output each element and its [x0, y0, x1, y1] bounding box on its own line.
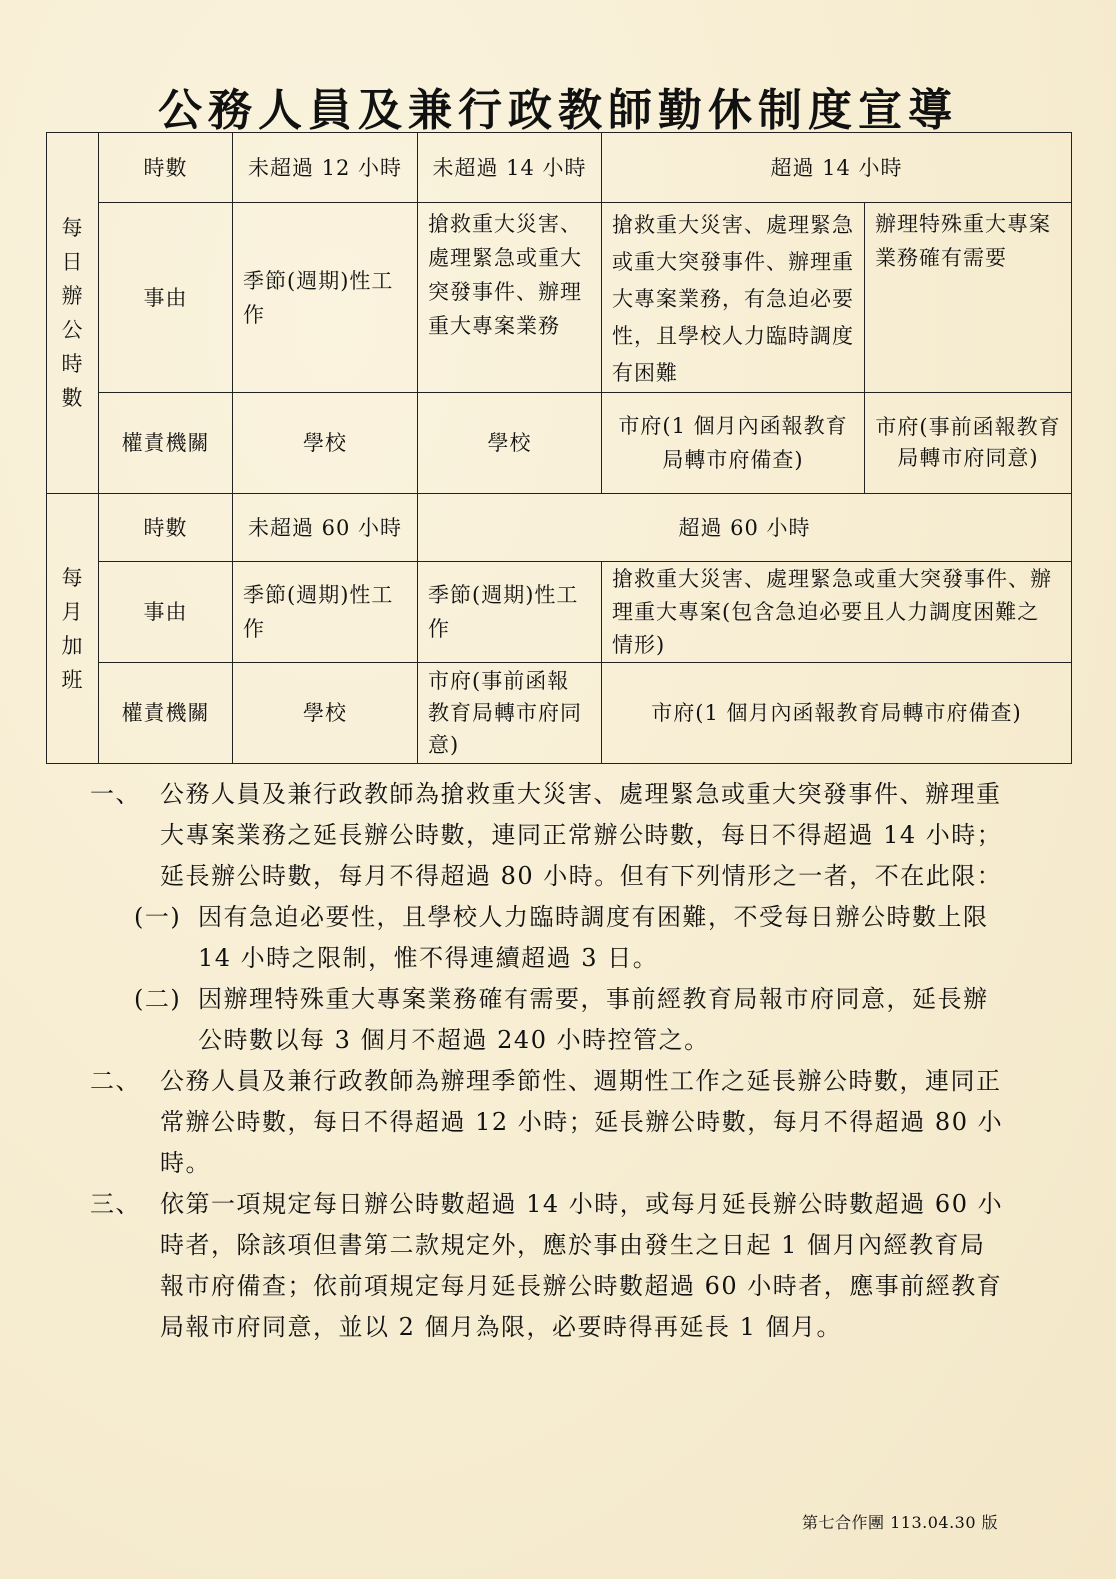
note-text: 依第一項規定每日辦公時數超過 14 小時，或每月延長辦公時數超過 60 小時者，除該項但書第二款規定外，應於事由發生之日起 1 個月內經教育局報市府備查；依前項規定每月延長辦公時數超過 60 小時者，應事前經教育局報市府同意，並以 2 個月為限，必要時得再延長 1 個月。 — [160, 1190, 1004, 1341]
table-cell: 搶救重大災害、處理緊急或重大突發事件、辦理重大專案業務 — [418, 203, 602, 393]
table-cell: 市府(1 個月內函報教育局轉市府備查) — [602, 663, 1072, 764]
note-subitem — [90, 897, 1010, 979]
table-cell: 市府(1 個月內函報教育局轉市府備查) — [602, 393, 865, 494]
table-cell: 未超過 12 小時 — [233, 133, 418, 203]
table-cell: 季節(週期)性工作 — [418, 562, 602, 663]
note-item — [90, 774, 1010, 897]
work-hours-table — [46, 132, 1072, 764]
table-cell: 季節(週期)性工作 — [233, 203, 418, 393]
version-footer: 第七合作團 113.04.30 版 — [802, 1513, 999, 1532]
table-cell: 市府(事前函報教育局轉市府同意) — [865, 393, 1072, 494]
daily-reason-row — [47, 203, 1072, 393]
table-cell: 搶救重大災害、處理緊急或重大突發事件、辦理重大專案業務，有急迫必要性，且學校人力臨時調度有困難 — [602, 203, 865, 393]
row-label: 時數 — [99, 133, 233, 203]
table-cell: 辦理特殊重大專案業務確有需要 — [865, 203, 1072, 393]
monthly-authority-row — [47, 663, 1072, 764]
table-cell: 學校 — [233, 393, 418, 494]
note-number: (二) — [134, 985, 182, 1013]
note-text: 因有急迫必要性，且學校人力臨時調度有困難，不受每日辦公時數上限 14 小時之限制，惟不得連續超過 3 日。 — [198, 903, 989, 972]
note-number: (一) — [134, 903, 182, 931]
note-item — [90, 1061, 1010, 1184]
note-number: 二、 — [90, 1067, 141, 1095]
daily-section-label: 每 日 辦 公 時 數 — [47, 133, 99, 494]
row-label: 事由 — [99, 203, 233, 393]
row-label: 權責機關 — [99, 393, 233, 494]
table-cell: 未超過 60 小時 — [233, 494, 418, 562]
table-cell: 市府(事前函報教育局轉市府同意) — [418, 663, 602, 764]
page-title: 公務人員及兼行政教師勤休制度宣導 — [158, 85, 958, 136]
note-text: 公務人員及兼行政教師為辦理季節性、週期性工作之延長辦公時數，連同正常辦公時數，每日不得超過 12 小時；延長辦公時數，每月不得超過 80 小時。 — [160, 1067, 1004, 1177]
table-cell: 超過 60 小時 — [418, 494, 1072, 562]
regulation-notes — [90, 774, 1010, 1348]
note-number: 三、 — [90, 1190, 141, 1218]
note-text: 因辦理特殊重大專案業務確有需要，事前經教育局報市府同意，延長辦公時數以每 3 個月不超過 240 小時控管之。 — [198, 985, 989, 1054]
table-cell: 搶救重大災害、處理緊急或重大突發事件、辦理重大專案(包含急迫必要且人力調度困難之情形) — [602, 562, 1072, 663]
table-cell: 季節(週期)性工作 — [233, 562, 418, 663]
note-text: 公務人員及兼行政教師為搶救重大災害、處理緊急或重大突發事件、辦理重大專案業務之延長辦公時數，連同正常辦公時數，每日不得超過 14 小時；延長辦公時數，每月不得超過 80 小時。但有下列情形之一者，不在此限： — [160, 780, 1003, 890]
table-cell: 學校 — [233, 663, 418, 764]
daily-hours-row — [47, 133, 1072, 203]
table-cell: 學校 — [418, 393, 602, 494]
row-label: 時數 — [99, 494, 233, 562]
monthly-hours-row — [47, 494, 1072, 562]
note-number: 一、 — [90, 780, 141, 808]
daily-authority-row — [47, 393, 1072, 494]
note-item — [90, 1184, 1010, 1348]
row-label: 事由 — [99, 562, 233, 663]
monthly-reason-row — [47, 562, 1072, 663]
note-subitem — [90, 979, 1010, 1061]
table-cell: 未超過 14 小時 — [418, 133, 602, 203]
table-cell: 超過 14 小時 — [602, 133, 1072, 203]
monthly-section-label: 每 月 加 班 — [47, 494, 99, 764]
row-label: 權責機關 — [99, 663, 233, 764]
